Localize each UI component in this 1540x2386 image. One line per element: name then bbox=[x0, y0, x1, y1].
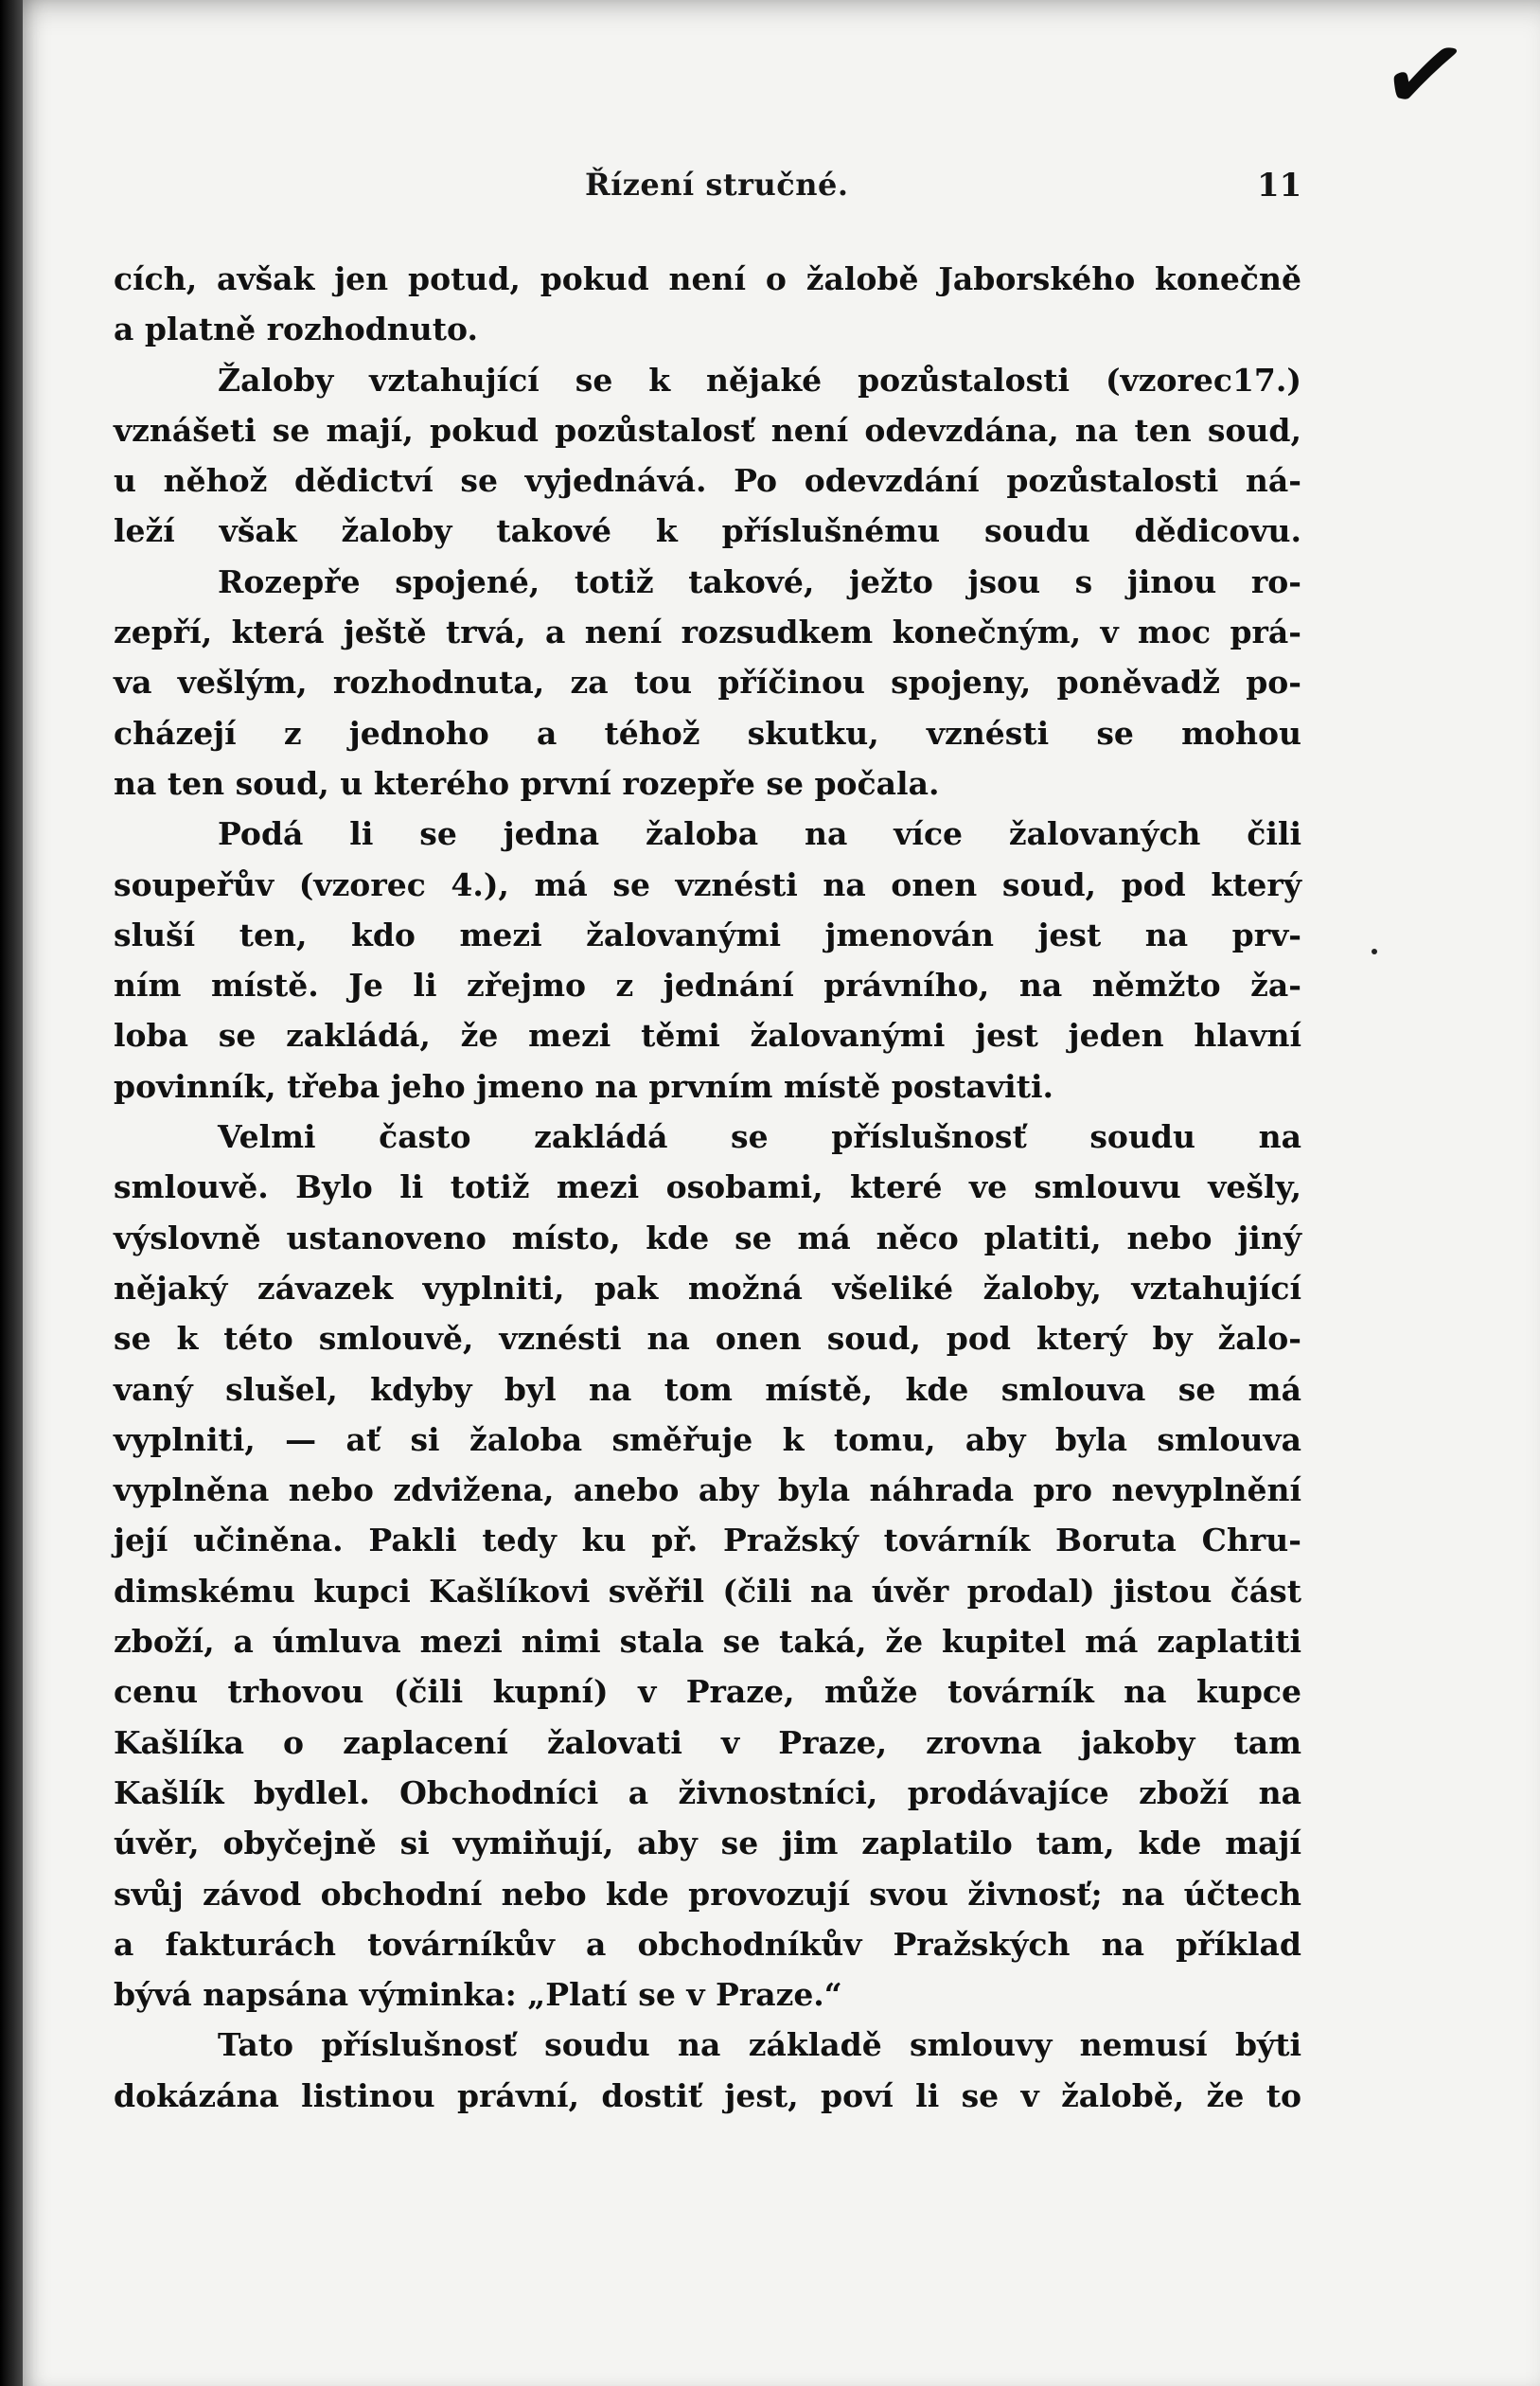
handwritten-check-mark: ✓ bbox=[1371, 6, 1478, 143]
text-line: Velmi často zakládá se příslušnosť soudu na bbox=[218, 1118, 1301, 1156]
text-line: dimskému kupci Kašlíkovi svěřil (čili na úvěr prodal) jistou část bbox=[114, 1572, 1301, 1610]
text-line: smlouvě. Bylo li totiž mezi osobami, které ve smlouvu vešly, bbox=[114, 1168, 1301, 1206]
text-line: a platně rozhodnuto. bbox=[114, 311, 478, 348]
text-line: u něhož dědictví se vyjednává. Po odevzdání pozůstalosti ná- bbox=[114, 462, 1301, 500]
scan-left-edge bbox=[0, 0, 23, 2386]
text-line: Rozepře spojené, totiž takové, ježto jsou s jinou ro- bbox=[218, 562, 1301, 600]
text-line: bývá napsána výminka: „Platí se v Praze.“ bbox=[114, 1976, 842, 2014]
text-line: cích, avšak jen potud, pokud není o žalobě Jaborského konečně bbox=[114, 260, 1301, 297]
text-line: vyplněna nebo zdvižena, anebo aby byla náhrada pro nevyplnění bbox=[114, 1471, 1301, 1509]
text-line: loba se zakládá, že mezi těmi žalovanými jest jeden hlavní bbox=[114, 1017, 1301, 1055]
text-line: sluší ten, kdo mezi žalovanými jmenován jest na prv- bbox=[114, 916, 1301, 953]
text-line: zepří, která ještě trvá, a není rozsudkem konečným, v moc prá- bbox=[114, 614, 1301, 651]
text-line: vznášeti se mají, pokud pozůstalosť není odevzdána, na ten soud, bbox=[114, 411, 1301, 449]
text-line: a fakturách továrníkův a obchodníkův Pražských na příklad bbox=[114, 1925, 1301, 1963]
text-line: vyplniti, — ať si žaloba směřuje k tomu, aby byla smlouva bbox=[114, 1420, 1301, 1458]
page-header bbox=[0, 167, 1540, 223]
body-text bbox=[114, 254, 1301, 2121]
text-line: leží však žaloby takové k příslušnému soudu dědicovu. bbox=[114, 512, 1301, 550]
text-line: povinník, třeba jeho jmeno na prvním místě postaviti. bbox=[114, 1067, 1053, 1105]
text-line: vaný slušel, kdyby byl na tom místě, kde smlouva se má bbox=[114, 1370, 1301, 1408]
text-line: Kašlíka o zaplacení žalovati v Praze, zrovna jakoby tam bbox=[114, 1723, 1301, 1761]
text-line: Tato příslušnosť soudu na základě smlouvy nemusí býti bbox=[218, 2026, 1301, 2064]
text-line: Žaloby vztahující se k nějaké pozůstalosti (vzorec17.) bbox=[218, 361, 1301, 399]
page-number: 11 bbox=[1257, 167, 1302, 205]
text-line: její učiněna. Pakli tedy ku př. Pražský továrník Boruta Chru- bbox=[114, 1522, 1301, 1559]
text-line: soupeřův (vzorec 4.), má se vznésti na onen soud, pod který bbox=[114, 865, 1301, 903]
text-line: Kašlík bydlel. Obchodníci a živnostníci, prodávajíce zboží na bbox=[114, 1773, 1301, 1811]
text-line: zboží, a úmluva mezi nimi stala se taká, že kupitel má zaplatiti bbox=[114, 1623, 1301, 1661]
text-line: dokázána listinou právní, dostiť jest, poví li se v žalobě, že to bbox=[114, 2076, 1301, 2114]
running-head: Řízení stručné. bbox=[585, 167, 849, 203]
ink-speck bbox=[1372, 949, 1377, 954]
text-line: svůj závod obchodní nebo kde provozují svou živnosť; na účtech bbox=[114, 1875, 1301, 1913]
text-line: va vešlým, rozhodnuta, za tou příčinou spojeny, poněvadž po- bbox=[114, 664, 1301, 702]
text-line: na ten soud, u kterého první rozepře se počala. bbox=[114, 764, 940, 802]
text-line: nějaký závazek vyplniti, pak možná všeliké žaloby, vztahující bbox=[114, 1269, 1301, 1307]
text-line: se k této smlouvě, vznésti na onen soud, pod který by žalo- bbox=[114, 1320, 1301, 1358]
text-line: cházejí z jednoho a téhož skutku, vznésti se mohou bbox=[114, 714, 1301, 752]
text-line: úvěr, obyčejně si vymiňují, aby se jim zaplatilo tam, kde mají bbox=[114, 1825, 1301, 1862]
text-line: ním místě. Je li zřejmo z jednání právního, na němžto ža- bbox=[114, 967, 1301, 1005]
text-line: cenu trhovou (čili kupní) v Praze, může továrník na kupce bbox=[114, 1673, 1301, 1711]
text-line: Podá li se jedna žaloba na více žalovaných čili bbox=[218, 815, 1301, 853]
text-line: výslovně ustanoveno místo, kde se má něco platiti, nebo jiný bbox=[114, 1219, 1301, 1256]
